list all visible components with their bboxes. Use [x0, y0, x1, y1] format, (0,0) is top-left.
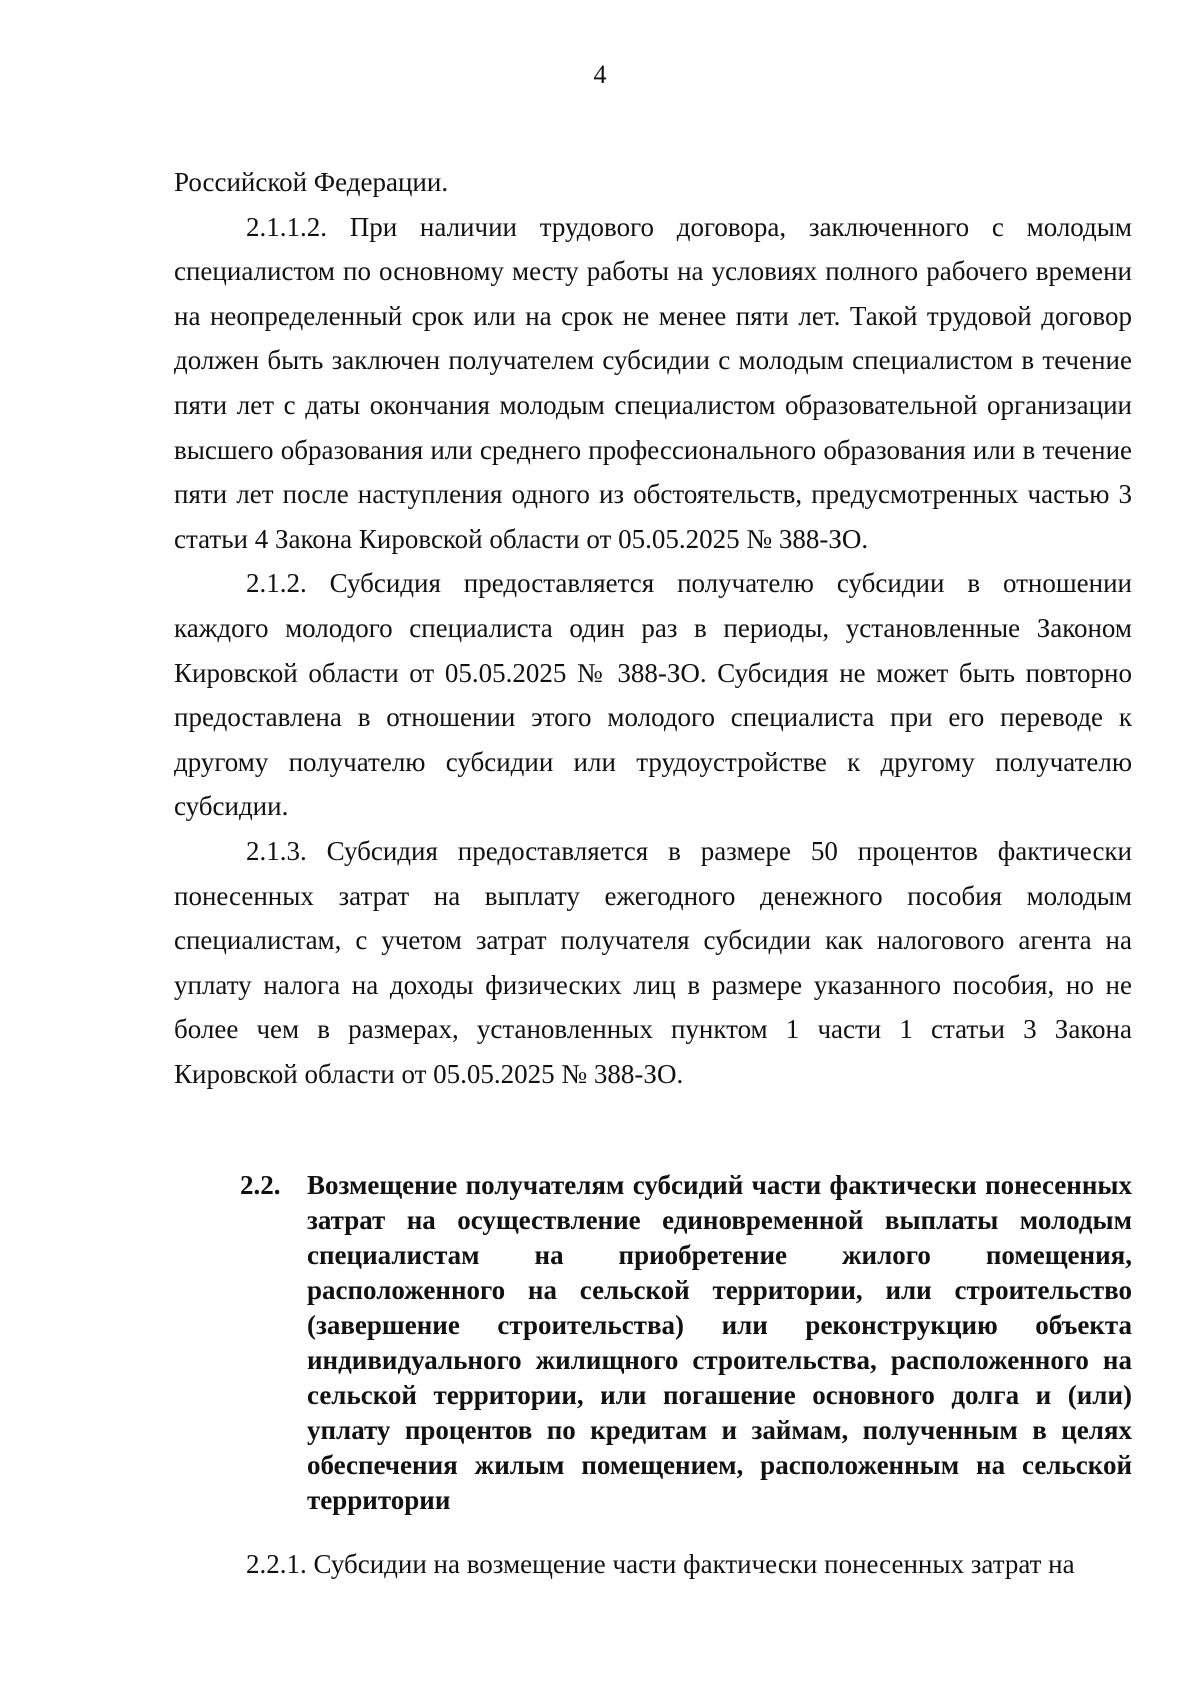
page-number: 4: [593, 60, 607, 89]
section-heading: [240, 1168, 1132, 1518]
paragraph-continuation: Российской Федерации.: [174, 167, 449, 197]
paragraph-2-1-3: 2.1.3. Субсидия предоставляется в размере 50 процентов фактически понесенных затрат на выплату ежегодного денежного пособия молодым специалистам, с учетом затрат получателя субсидии как налогового агента на уплату налога на доходы физических лиц в размере указанного пособия, но не более чем в размерах, установленных пунктом 1 части 1 статьи 3 Закона Кировской области от 05.05.2025 № 388-ЗО.: [174, 835, 1132, 1089]
paragraph-2-1-1-2: 2.1.1.2. При наличии трудового договора, заключенного с молодым специалистом по основному месту работы на условиях полного рабочего времени на неопределенный срок или на срок не менее пяти лет. Такой трудовой договор должен быть заключен получателем субсидии с молодым специалистом в течение пяти лет с даты окончания молодым специалистом образовательной организации высшего образования или среднего профессионального образования или в течение пяти лет после наступления одного из обстоятельств, предусмотренных частью 3 статьи 4 Закона Кировской области от 05.05.2025 № 388-ЗО.: [174, 211, 1132, 554]
paragraph-2-2-1: 2.2.1. Субсидии на возмещение части фактически понесенных затрат на: [246, 1549, 1075, 1579]
section-title: Возмещение получателям субсидий части фактически понесенных затрат на осуществление единовременной выплаты молодым специалистам на приобретение жилого помещения, расположенного на сельской территории, или строительство (завершение строительства) или реконструкцию объекта индивидуального жилищного строительства, расположенного на сельской территории, или погашение основного долга и (или) уплату процентов по кредитам и займам, полученным в целях обеспечения жилым помещением, расположенным на сельской территории: [307, 1170, 1132, 1515]
section-number: 2.2.: [240, 1170, 281, 1200]
paragraph-2-1-2: 2.1.2. Субсидия предоставляется получателю субсидии в отношении каждого молодого специалиста один раз в периоды, установленные Законом Кировской области от 05.05.2025 № 388-ЗО. Субсидия не может быть повторно предоставлена в отношении этого молодого специалиста при его переводе к другому получателю субсидии или трудоустройстве к другому получателю субсидии.: [174, 568, 1132, 822]
body-text: [174, 160, 1132, 1096]
